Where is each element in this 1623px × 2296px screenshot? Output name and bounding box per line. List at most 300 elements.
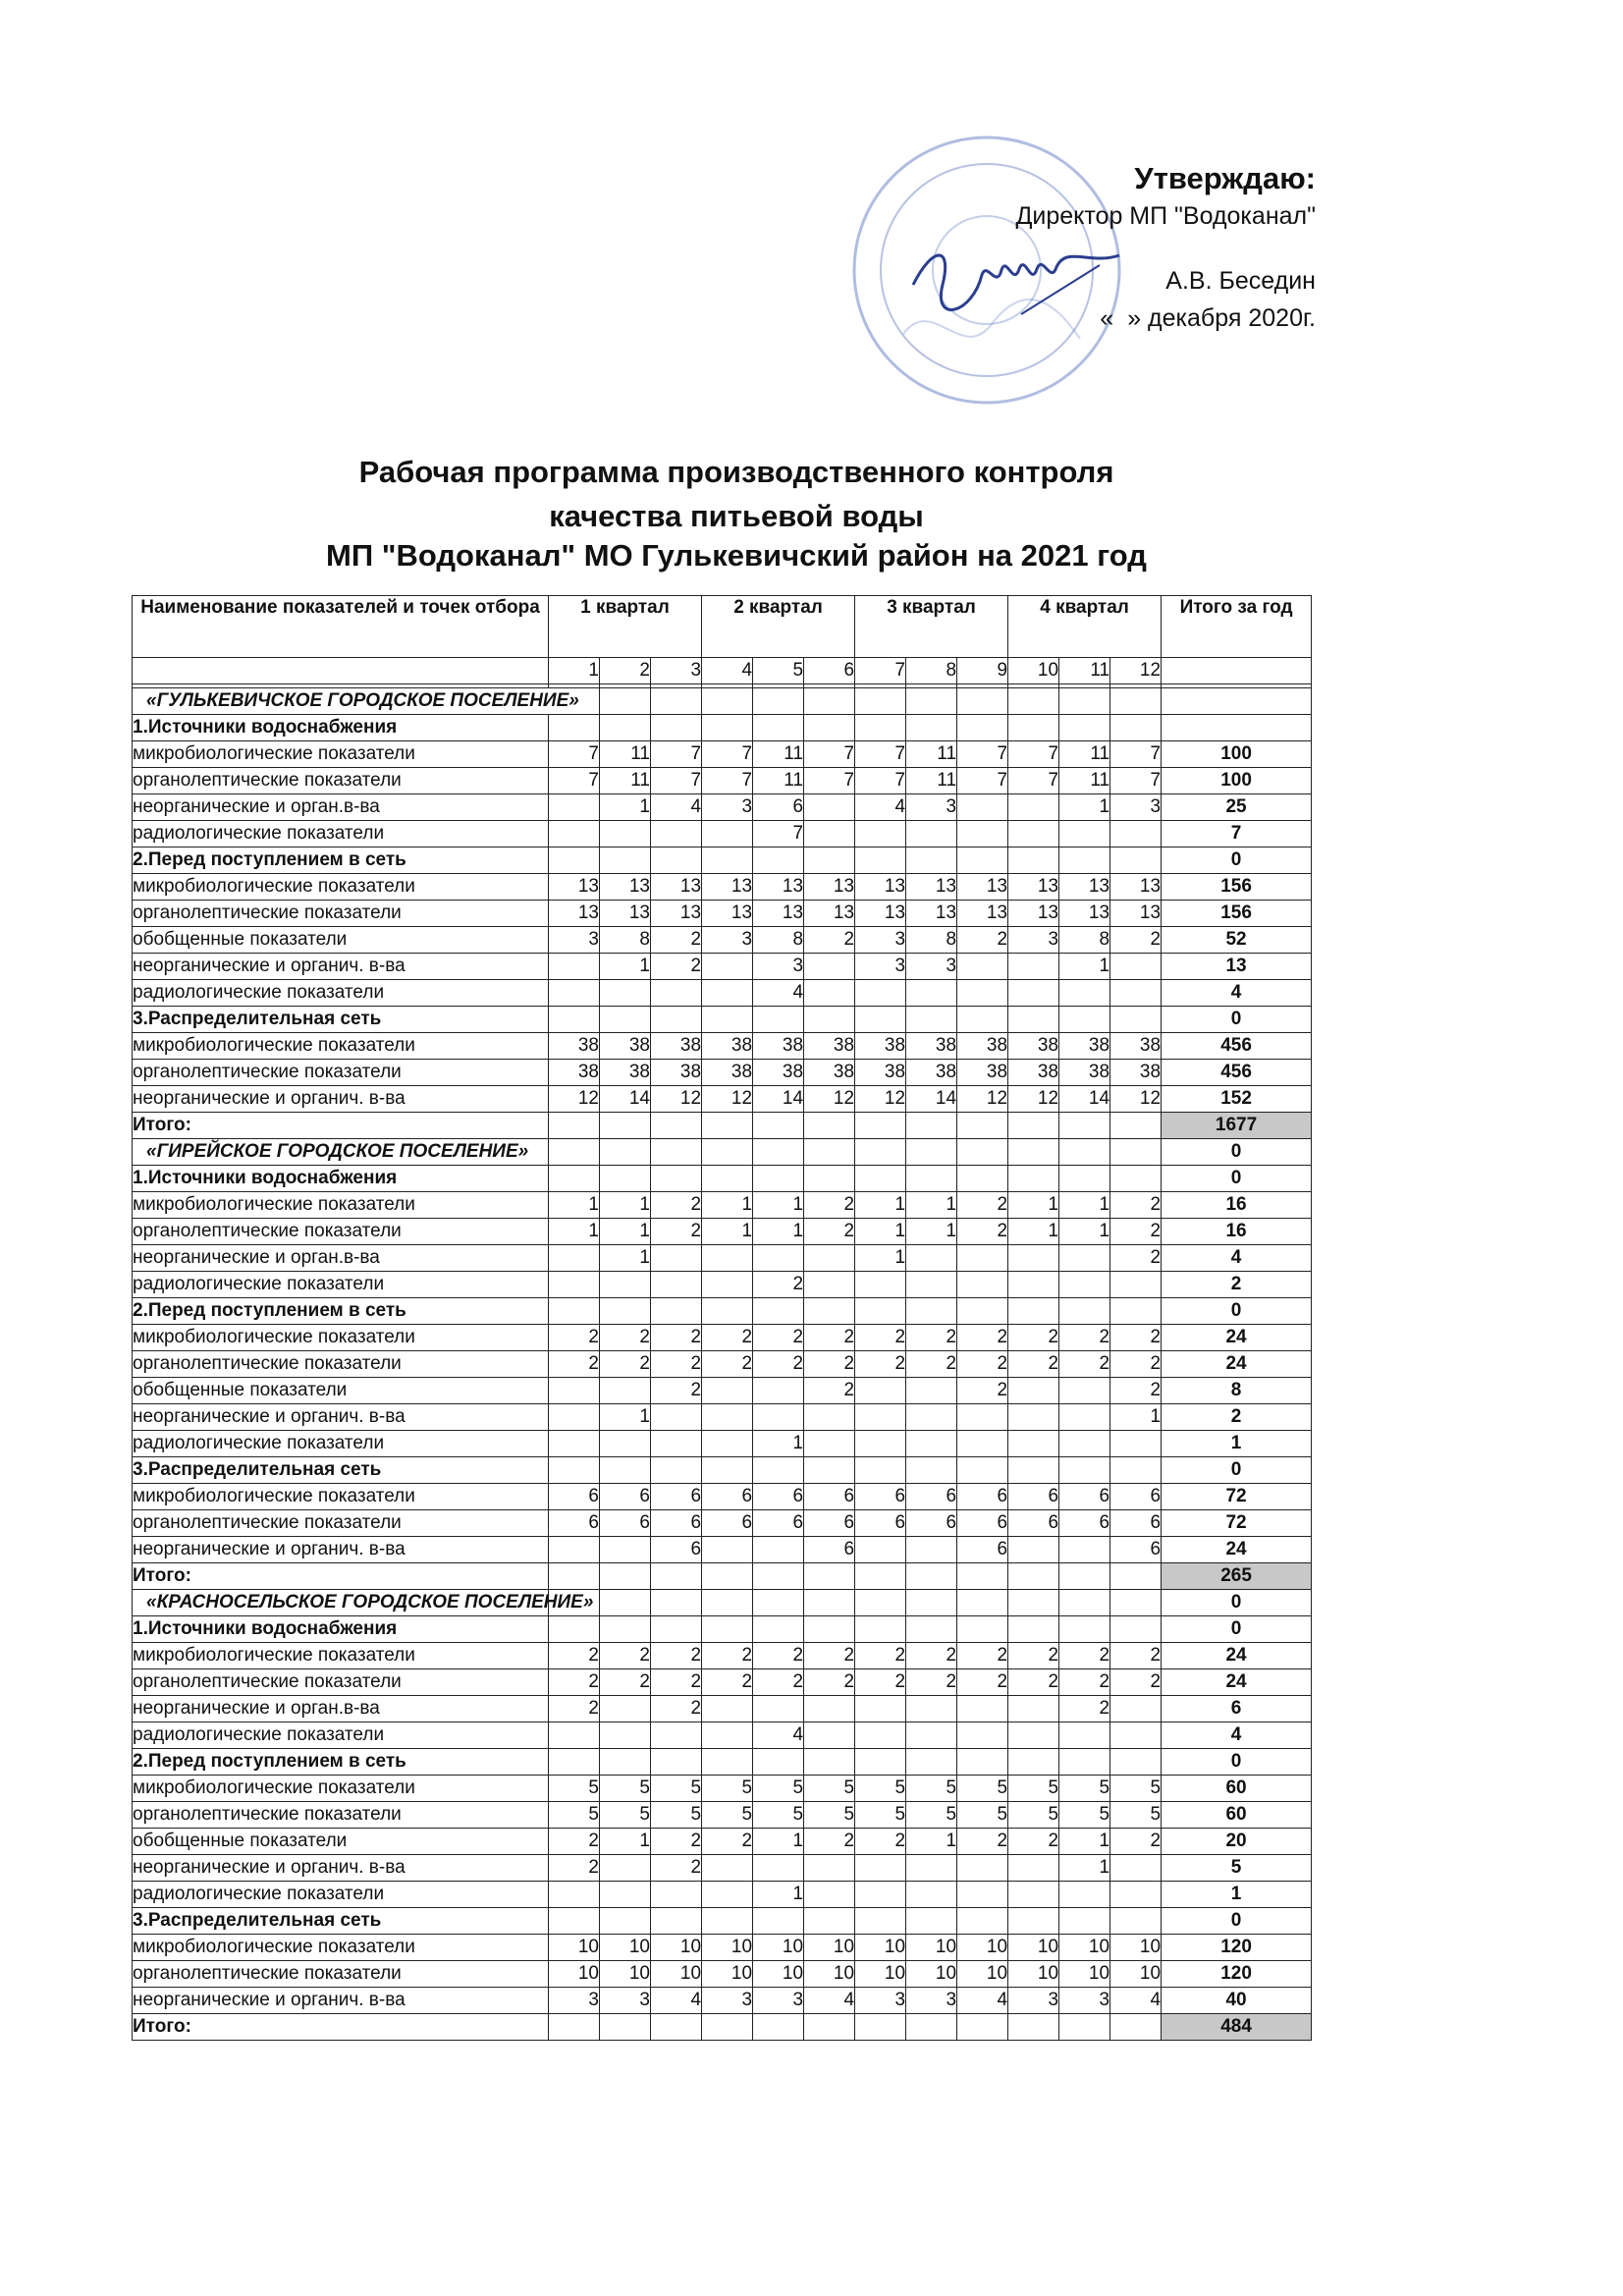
row-label: неорганические и орган.в-ва [133, 794, 549, 821]
table-body [133, 684, 1312, 2041]
table-row-section [133, 1616, 1312, 1643]
row-label: неорганические и орган.в-ва [133, 1245, 549, 1272]
month-value-cell: 2 [804, 1325, 855, 1351]
month-header: 9 [957, 658, 1008, 684]
month-value-cell [1008, 1908, 1059, 1935]
row-total-cell: 100 [1162, 741, 1312, 768]
row-label: микробиологические показатели [133, 1033, 549, 1060]
month-value-cell [600, 1749, 651, 1776]
month-value-cell: 1 [702, 1219, 753, 1245]
month-value-cell [906, 1457, 957, 1484]
month-value-cell: 3 [906, 1988, 957, 2014]
month-name-blank [133, 658, 549, 684]
month-value-cell [906, 1749, 957, 1776]
row-total-cell: 24 [1162, 1643, 1312, 1669]
month-value-cell [549, 1749, 600, 1776]
row-total-cell: 100 [1162, 768, 1312, 794]
month-value-cell [600, 1882, 651, 1908]
row-total-cell: 24 [1162, 1325, 1312, 1351]
month-value-cell [804, 1696, 855, 1722]
month-value-cell: 13 [702, 901, 753, 927]
month-value-cell: 4 [855, 794, 906, 821]
month-value-cell [957, 1696, 1008, 1722]
month-value-cell [1008, 954, 1059, 980]
month-value-cell: 3 [702, 794, 753, 821]
month-value-cell [753, 1404, 804, 1431]
month-value-cell [549, 1722, 600, 1749]
table-row-section [133, 1749, 1312, 1776]
month-value-cell [702, 954, 753, 980]
month-value-cell: 7 [549, 768, 600, 794]
month-value-cell: 10 [906, 1961, 957, 1988]
row-label: органолептические показатели [133, 1060, 549, 1086]
month-value-cell [651, 715, 702, 741]
month-value-cell [1110, 1431, 1162, 1457]
table-row-item [133, 874, 1312, 901]
month-value-cell: 3 [600, 1988, 651, 2014]
table-row-item [133, 1537, 1312, 1563]
month-value-cell [753, 1537, 804, 1563]
month-value-cell: 6 [600, 1484, 651, 1510]
month-value-cell: 3 [906, 794, 957, 821]
approval-date [1100, 304, 1316, 333]
month-value-cell: 1 [753, 1829, 804, 1855]
month-value-cell: 2 [957, 1219, 1008, 1245]
month-value-cell [702, 1563, 753, 1590]
table-row-item [133, 1351, 1312, 1378]
month-value-cell: 10 [549, 1961, 600, 1988]
month-value-cell [804, 1245, 855, 1272]
month-value-cell: 2 [549, 1829, 600, 1855]
month-value-cell [906, 1537, 957, 1563]
row-label: радиологические показатели [133, 1272, 549, 1298]
month-value-cell [1110, 1855, 1162, 1882]
table-row-section [133, 1007, 1312, 1033]
month-value-cell: 38 [702, 1060, 753, 1086]
month-value-cell: 2 [1110, 1829, 1162, 1855]
month-header: 8 [906, 658, 957, 684]
month-value-cell: 5 [600, 1776, 651, 1802]
month-value-cell: 3 [549, 1988, 600, 2014]
month-value-cell: 2 [549, 1325, 600, 1351]
month-value-cell [957, 794, 1008, 821]
month-value-cell: 5 [702, 1776, 753, 1802]
month-value-cell: 38 [1110, 1060, 1162, 1086]
month-value-cell [1059, 1245, 1110, 1272]
month-value-cell [600, 1616, 651, 1643]
month-value-cell: 38 [906, 1033, 957, 1060]
month-value-cell [702, 1537, 753, 1563]
row-total-cell: 0 [1162, 1590, 1312, 1616]
table-row-section [133, 847, 1312, 874]
month-value-cell: 7 [804, 741, 855, 768]
month-value-cell: 7 [651, 741, 702, 768]
month-value-cell [1008, 1007, 1059, 1033]
month-value-cell [1059, 1908, 1110, 1935]
month-value-cell [906, 1007, 957, 1033]
month-value-cell: 13 [651, 874, 702, 901]
month-value-cell: 3 [855, 954, 906, 980]
month-value-cell: 4 [753, 1722, 804, 1749]
month-value-cell: 2 [651, 954, 702, 980]
month-value-cell [600, 1722, 651, 1749]
row-label: обобщенные показатели [133, 927, 549, 954]
month-value-cell [549, 1245, 600, 1272]
month-value-cell: 14 [753, 1086, 804, 1113]
month-value-cell: 6 [1059, 1484, 1110, 1510]
month-value-cell: 2 [702, 1829, 753, 1855]
month-value-cell: 2 [804, 1643, 855, 1669]
month-value-cell [804, 1272, 855, 1298]
month-value-cell [804, 1298, 855, 1325]
month-value-cell: 2 [1110, 1192, 1162, 1219]
row-label: радиологические показатели [133, 1722, 549, 1749]
table-row-item [133, 1060, 1312, 1086]
month-value-cell: 10 [957, 1935, 1008, 1961]
month-value-cell [1008, 1139, 1059, 1166]
month-value-cell: 1 [600, 954, 651, 980]
table-row-section [133, 1298, 1312, 1325]
month-value-cell: 2 [549, 1643, 600, 1669]
month-value-cell [1059, 821, 1110, 847]
table-row-section [133, 715, 1312, 741]
month-value-cell: 2 [804, 1219, 855, 1245]
row-label: 3.Распределительная сеть [133, 1457, 549, 1484]
month-value-cell: 2 [702, 1325, 753, 1351]
row-label: неорганические и органич. в-ва [133, 1086, 549, 1113]
row-total-cell: 2 [1162, 1404, 1312, 1431]
month-value-cell: 14 [600, 1086, 651, 1113]
row-total-cell: 4 [1162, 980, 1312, 1007]
row-label: органолептические показатели [133, 1219, 549, 1245]
table-row-item [133, 794, 1312, 821]
month-value-cell: 10 [1008, 1935, 1059, 1961]
month-value-cell: 4 [804, 1988, 855, 2014]
row-label: органолептические показатели [133, 901, 549, 927]
month-value-cell: 8 [906, 927, 957, 954]
month-value-cell: 13 [906, 874, 957, 901]
month-value-cell: 2 [855, 1325, 906, 1351]
month-value-cell: 13 [1008, 901, 1059, 927]
month-value-cell [753, 715, 804, 741]
month-value-cell: 6 [651, 1537, 702, 1563]
row-total-cell: 0 [1162, 847, 1312, 874]
month-value-cell: 2 [753, 1272, 804, 1298]
month-value-cell: 12 [651, 1086, 702, 1113]
month-value-cell: 6 [753, 794, 804, 821]
month-value-cell: 38 [855, 1033, 906, 1060]
row-label: органолептические показатели [133, 1802, 549, 1829]
month-value-cell: 2 [702, 1643, 753, 1669]
month-value-cell: 2 [1110, 927, 1162, 954]
month-value-cell: 2 [957, 1669, 1008, 1696]
month-value-cell: 1 [600, 1192, 651, 1219]
month-value-cell [804, 1404, 855, 1431]
month-value-cell: 2 [957, 1351, 1008, 1378]
month-value-cell: 2 [1110, 1325, 1162, 1351]
table-row-settlement [133, 1590, 1312, 1616]
month-value-cell [600, 980, 651, 1007]
month-value-cell: 10 [600, 1961, 651, 1988]
table-row-item [133, 821, 1312, 847]
month-value-cell [957, 688, 1008, 715]
month-value-cell: 2 [804, 927, 855, 954]
month-value-cell: 38 [600, 1033, 651, 1060]
row-label: 1.Источники водоснабжения [133, 1616, 549, 1643]
month-value-cell [651, 1139, 702, 1166]
month-value-cell [804, 1113, 855, 1139]
month-value-cell [957, 847, 1008, 874]
month-value-cell [549, 1882, 600, 1908]
month-value-cell: 2 [651, 1378, 702, 1404]
month-value-cell [651, 1590, 702, 1616]
month-value-cell: 5 [804, 1802, 855, 1829]
month-value-cell [1110, 1908, 1162, 1935]
month-value-cell: 5 [1110, 1776, 1162, 1802]
row-label: органолептические показатели [133, 768, 549, 794]
month-value-cell [855, 1696, 906, 1722]
row-total-cell [1162, 715, 1312, 741]
month-value-cell [957, 1908, 1008, 1935]
month-value-cell [855, 1855, 906, 1882]
month-value-cell: 2 [1008, 1643, 1059, 1669]
month-value-cell [906, 1113, 957, 1139]
month-value-cell: 6 [906, 1510, 957, 1537]
month-value-cell [702, 1298, 753, 1325]
month-value-cell [549, 1537, 600, 1563]
month-value-cell [549, 847, 600, 874]
month-value-cell [855, 1272, 906, 1298]
month-header: 11 [1059, 658, 1110, 684]
month-value-cell: 5 [549, 1802, 600, 1829]
month-value-cell: 1 [753, 1219, 804, 1245]
month-value-cell: 5 [855, 1776, 906, 1802]
table-row-item [133, 1722, 1312, 1749]
month-value-cell [1008, 1616, 1059, 1643]
month-value-cell: 38 [753, 1060, 804, 1086]
month-value-cell: 6 [702, 1510, 753, 1537]
month-value-cell [804, 821, 855, 847]
month-value-cell: 12 [1110, 1086, 1162, 1113]
month-value-cell: 38 [804, 1060, 855, 1086]
month-value-cell: 6 [549, 1510, 600, 1537]
month-value-cell [702, 1245, 753, 1272]
month-value-cell: 11 [600, 741, 651, 768]
month-value-cell [855, 1590, 906, 1616]
doc-title-line-3: МП "Водоканал" МО Гулькевичский район на 2021 год [326, 538, 1147, 573]
approval-block [884, 157, 1316, 452]
month-value-cell [1008, 1590, 1059, 1616]
row-total-cell: 0 [1162, 1007, 1312, 1033]
month-value-cell [855, 1537, 906, 1563]
month-value-cell: 2 [1008, 1829, 1059, 1855]
month-value-cell [1059, 1563, 1110, 1590]
table-row-settlement [133, 688, 1312, 715]
row-label: радиологические показатели [133, 821, 549, 847]
month-value-cell: 13 [1110, 874, 1162, 901]
month-value-cell: 3 [1008, 927, 1059, 954]
month-value-cell: 2 [600, 1351, 651, 1378]
month-value-cell: 13 [702, 874, 753, 901]
table-row-settlement [133, 1139, 1312, 1166]
month-value-cell [1008, 1166, 1059, 1192]
month-value-cell: 2 [1008, 1669, 1059, 1696]
row-label: обобщенные показатели [133, 1378, 549, 1404]
month-value-cell: 38 [1110, 1033, 1162, 1060]
month-value-cell [600, 688, 651, 715]
month-value-cell [702, 688, 753, 715]
month-value-cell: 2 [1059, 1325, 1110, 1351]
month-value-cell [804, 1166, 855, 1192]
month-value-cell: 1 [1059, 1829, 1110, 1855]
header-row-quarters [133, 596, 1312, 658]
month-value-cell [549, 1457, 600, 1484]
table-row-item [133, 1086, 1312, 1113]
month-value-cell: 6 [804, 1484, 855, 1510]
month-value-cell: 3 [753, 1988, 804, 2014]
month-value-cell [804, 980, 855, 1007]
month-value-cell: 2 [957, 1829, 1008, 1855]
month-value-cell: 2 [1110, 1643, 1162, 1669]
row-total-cell: 0 [1162, 1908, 1312, 1935]
row-label: 3.Распределительная сеть [133, 1007, 549, 1033]
month-value-cell: 3 [549, 927, 600, 954]
month-value-cell: 3 [702, 927, 753, 954]
table-row-item [133, 1669, 1312, 1696]
row-total-cell: 4 [1162, 1722, 1312, 1749]
month-value-cell [1059, 1431, 1110, 1457]
month-value-cell [600, 1908, 651, 1935]
month-value-cell: 7 [753, 821, 804, 847]
row-label: радиологические показатели [133, 980, 549, 1007]
month-value-cell [1110, 1616, 1162, 1643]
month-value-cell [1059, 1298, 1110, 1325]
month-value-cell [906, 1722, 957, 1749]
month-value-cell: 7 [1008, 768, 1059, 794]
row-total-cell: 1 [1162, 1882, 1312, 1908]
row-total-cell: 120 [1162, 1961, 1312, 1988]
month-value-cell [1008, 1431, 1059, 1457]
table-row-item [133, 1776, 1312, 1802]
row-total-cell: 16 [1162, 1219, 1312, 1245]
month-value-cell: 38 [1008, 1033, 1059, 1060]
month-value-cell [549, 2014, 600, 2041]
month-value-cell [1008, 1882, 1059, 1908]
month-value-cell: 2 [957, 927, 1008, 954]
month-value-cell: 3 [855, 1988, 906, 2014]
month-value-cell [1110, 821, 1162, 847]
month-value-cell: 10 [702, 1961, 753, 1988]
month-value-cell: 7 [804, 768, 855, 794]
month-value-cell [1059, 847, 1110, 874]
row-total-cell: 13 [1162, 954, 1312, 980]
row-total-cell: 20 [1162, 1829, 1312, 1855]
month-header: 6 [804, 658, 855, 684]
month-value-cell [702, 1139, 753, 1166]
month-value-cell [1008, 1298, 1059, 1325]
month-value-cell [1059, 1616, 1110, 1643]
month-value-cell [651, 1749, 702, 1776]
month-value-cell: 2 [1059, 1351, 1110, 1378]
month-value-cell [753, 1457, 804, 1484]
month-value-cell [753, 1245, 804, 1272]
table-row-item [133, 1325, 1312, 1351]
month-value-cell [1059, 1007, 1110, 1033]
month-value-cell [804, 1616, 855, 1643]
month-value-cell: 2 [906, 1669, 957, 1696]
month-value-cell [600, 1563, 651, 1590]
month-value-cell [1110, 954, 1162, 980]
month-value-cell: 38 [855, 1060, 906, 1086]
month-value-cell: 11 [906, 768, 957, 794]
month-value-cell: 6 [957, 1484, 1008, 1510]
month-value-cell: 10 [1008, 1961, 1059, 1988]
row-label: радиологические показатели [133, 1431, 549, 1457]
row-label: 1.Источники водоснабжения [133, 715, 549, 741]
month-value-cell [804, 1749, 855, 1776]
table-row-itogo [133, 1113, 1312, 1139]
month-value-cell: 2 [702, 1351, 753, 1378]
table-row-item [133, 980, 1312, 1007]
month-value-cell: 38 [753, 1033, 804, 1060]
month-value-cell: 13 [651, 901, 702, 927]
month-value-cell [906, 821, 957, 847]
month-value-cell: 7 [702, 768, 753, 794]
month-value-cell: 12 [702, 1086, 753, 1113]
month-value-cell [753, 1298, 804, 1325]
month-value-cell [957, 1007, 1008, 1033]
month-value-cell: 2 [1110, 1351, 1162, 1378]
month-value-cell: 1 [549, 1219, 600, 1245]
month-value-cell [804, 1563, 855, 1590]
row-total-cell: 16 [1162, 1192, 1312, 1219]
month-value-cell: 7 [855, 768, 906, 794]
month-value-cell [753, 1749, 804, 1776]
month-header: 7 [855, 658, 906, 684]
month-value-cell: 2 [651, 1669, 702, 1696]
month-value-cell [855, 1139, 906, 1166]
month-value-cell [957, 1166, 1008, 1192]
month-value-cell: 2 [600, 1325, 651, 1351]
row-total-cell: 120 [1162, 1935, 1312, 1961]
month-value-cell: 10 [702, 1935, 753, 1961]
month-value-cell [549, 1166, 600, 1192]
table-row-section [133, 1166, 1312, 1192]
month-value-cell: 1 [906, 1219, 957, 1245]
month-value-cell: 10 [855, 1935, 906, 1961]
month-value-cell [855, 1007, 906, 1033]
month-value-cell: 2 [906, 1351, 957, 1378]
row-total-cell: 0 [1162, 1457, 1312, 1484]
month-value-cell [651, 1272, 702, 1298]
row-label: микробиологические показатели [133, 1192, 549, 1219]
row-label: микробиологические показатели [133, 1325, 549, 1351]
month-value-cell: 7 [651, 768, 702, 794]
month-value-cell: 7 [702, 741, 753, 768]
row-label: неорганические и органич. в-ва [133, 1537, 549, 1563]
month-value-cell: 38 [1008, 1060, 1059, 1086]
month-value-cell [957, 1431, 1008, 1457]
row-total-cell: 4 [1162, 1245, 1312, 1272]
table-row-item [133, 1431, 1312, 1457]
month-value-cell [651, 1616, 702, 1643]
row-label: 2.Перед поступлением в сеть [133, 1298, 549, 1325]
month-value-cell [600, 1855, 651, 1882]
month-value-cell [906, 1378, 957, 1404]
month-value-cell: 10 [1110, 1961, 1162, 1988]
month-value-cell: 1 [753, 1882, 804, 1908]
month-value-cell: 2 [651, 1855, 702, 1882]
